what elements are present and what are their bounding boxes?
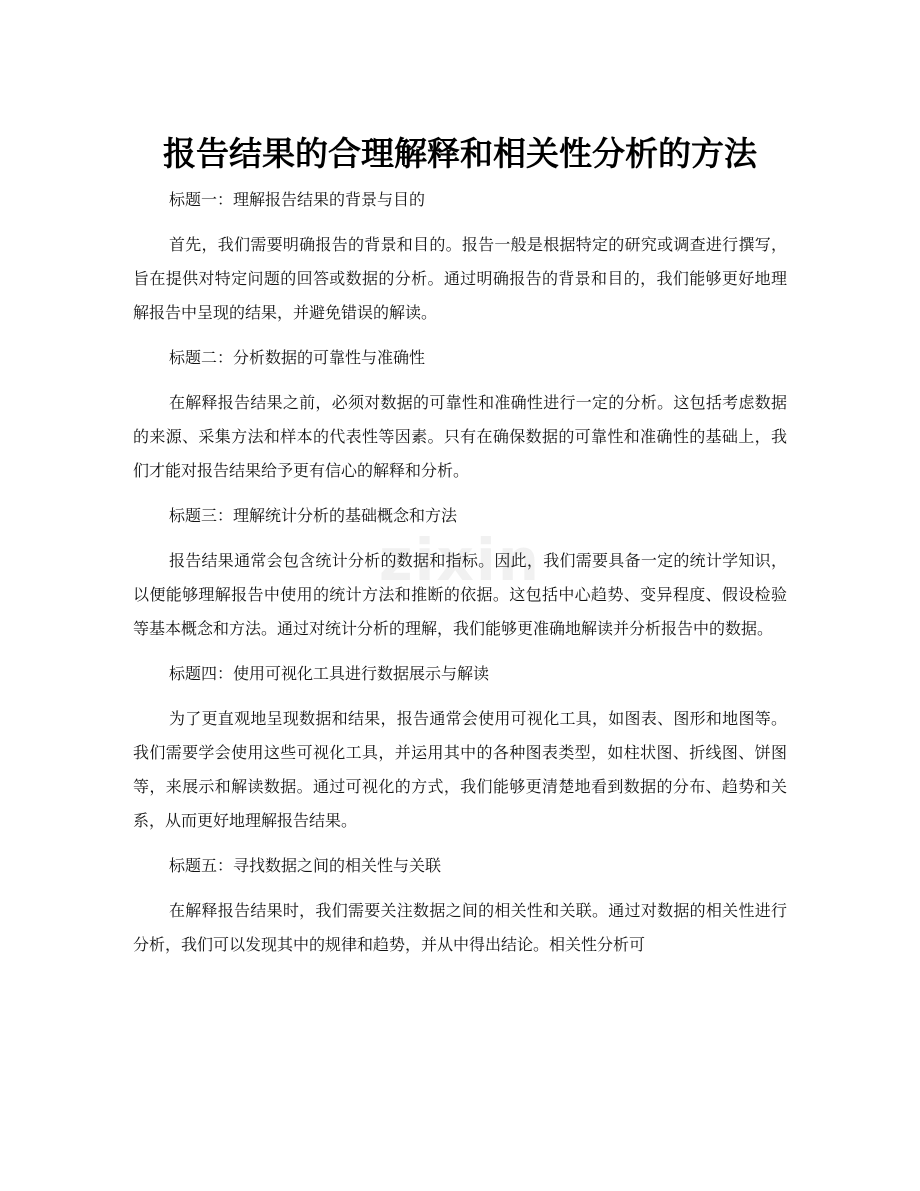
section-paragraph-1: 首先，我们需要明确报告的背景和目的。报告一般是根据特定的研究或调查进行撰写，旨在提供对特定问题的回答或数据的分析。通过明确报告的背景和目的，我们能够更好地理解报告中呈现的结果，并避免错误的解读。: [133, 235, 787, 322]
section-heading-1: 标题一：理解报告结果的背景与目的: [169, 190, 426, 209]
section-paragraph-4: 为了更直观地呈现数据和结果，报告通常会使用可视化工具，如图表、图形和地图等。我们需要学会使用这些可视化工具，并运用其中的各种图表类型，如柱状图、折线图、饼图等，来展示和解读数据。通过可视化的方式，我们能够更清楚地看到数据的分布、趋势和关系，从而更好地理解报告结果。: [133, 709, 787, 830]
section-paragraph-5: 在解释报告结果时，我们需要关注数据之间的相关性和关联。通过对数据的相关性进行分析，我们可以发现其中的规律和趋势，并从中得出结论。相关性分析可: [133, 901, 787, 954]
document-body: [133, 183, 787, 962]
section-paragraph-2: 在解释报告结果之前，必须对数据的可靠性和准确性进行一定的分析。这包括考虑数据的来源、采集方法和样本的代表性等因素。只有在确保数据的可靠性和准确性的基础上，我们才能对报告结果给予更有信心的解释和分析。: [133, 393, 787, 480]
watermark: zixin: [378, 526, 542, 594]
section-heading-4: 标题四：使用可视化工具进行数据展示与解读: [169, 664, 490, 683]
section-paragraph-3: 报告结果通常会包含统计分析的数据和指标。因此，我们需要具备一定的统计学知识，以便能够理解报告中使用的统计方法和推断的依据。这包括中心趋势、变异程度、假设检验等基本概念和方法。通过对统计分析的理解，我们能够更准确地解读并分析报告中的数据。: [133, 551, 787, 638]
document-title: 报告结果的合理解释和相关性分析的方法: [163, 134, 757, 174]
section-heading-3: 标题三：理解统计分析的基础概念和方法: [169, 506, 458, 525]
section-heading-2: 标题二：分析数据的可靠性与准确性: [169, 348, 426, 367]
section-heading-5: 标题五：寻找数据之间的相关性与关联: [169, 856, 442, 875]
